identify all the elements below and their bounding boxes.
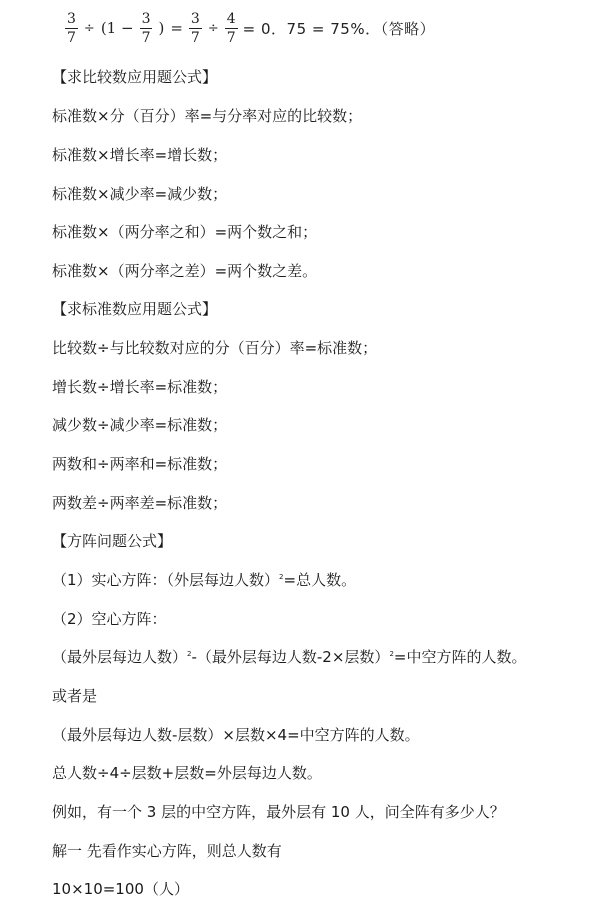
formula-result: = 0．75 = 75%．（答略） <box>242 19 436 38</box>
text-line: 解一 先看作实心方阵，则总人数有 <box>52 842 282 860</box>
text-line: 10×10=100（人） <box>52 880 189 898</box>
fraction-numerator: 4 <box>226 10 236 27</box>
text-line: 两数和÷两率和=标准数； <box>52 455 228 473</box>
text-line: 增长数÷增长率=标准数； <box>52 378 228 396</box>
text-line <box>52 647 526 667</box>
fraction-denominator: 7 <box>226 29 236 46</box>
fraction <box>140 12 153 45</box>
paren-close: ) <box>158 19 165 37</box>
fraction <box>65 12 78 45</box>
text-line: 或者是 <box>52 687 98 705</box>
text-line: 标准数×增长率=增长数； <box>52 146 228 164</box>
text-line: 标准数×分（百分）率=与分率对应的比较数； <box>52 107 363 125</box>
text-line: （2）空心方阵： <box>52 610 167 628</box>
fraction-numerator: 3 <box>67 10 76 27</box>
fraction <box>189 12 202 45</box>
fraction <box>225 12 238 45</box>
section-heading: 【求比较数应用题公式】 <box>52 68 218 86</box>
section-heading: 【方阵问题公式】 <box>52 532 173 550</box>
text-line <box>52 570 356 590</box>
superscript: 2 <box>279 573 284 581</box>
section-heading: 【求标准数应用题公式】 <box>52 300 218 318</box>
paren-open: (1 − <box>100 19 134 37</box>
text-line: 标准数×（两分率之和）=两个数之和； <box>52 223 318 241</box>
fraction-numerator: 3 <box>141 10 151 27</box>
text-line: 总人数÷4÷层数+层数=外层每边人数。 <box>52 764 322 782</box>
superscript: 2 <box>389 650 394 658</box>
text-segment: （最外层每边人数） <box>52 648 188 666</box>
equals-operator: = <box>170 19 183 37</box>
text-line: 标准数×减少率=减少数； <box>52 185 228 203</box>
fraction-denominator: 7 <box>67 29 76 46</box>
text-line: （最外层每边人数-层数）×层数×4=中空方阵的人数。 <box>52 726 420 744</box>
text-segment: （1）实心方阵：（外层每边人数） <box>52 571 280 589</box>
text-line: 减少数÷减少率=标准数； <box>52 416 228 434</box>
superscript: 2 <box>187 650 192 658</box>
text-line: 两数差÷两率差=标准数； <box>52 494 228 512</box>
divide-operator: ÷ <box>83 20 95 36</box>
text-segment: =中空方阵的人数。 <box>393 648 527 666</box>
fraction-denominator: 7 <box>190 29 200 46</box>
text-line: 标准数×（两分率之差）=两个数之差。 <box>52 262 318 280</box>
divide-operator: ÷ <box>207 20 219 36</box>
text-line: 例如，有一个 3 层的中空方阵，最外层有 10 人，问全阵有多少人？ <box>52 803 505 821</box>
fraction-numerator: 3 <box>190 10 200 27</box>
fraction-denominator: 7 <box>141 29 151 46</box>
text-segment: -（最外层每边人数-2×层数） <box>191 648 390 666</box>
text-line: 比较数÷与比较数对应的分（百分）率=标准数； <box>52 339 378 357</box>
formula-line <box>62 6 435 50</box>
text-segment: =总人数。 <box>283 571 357 589</box>
